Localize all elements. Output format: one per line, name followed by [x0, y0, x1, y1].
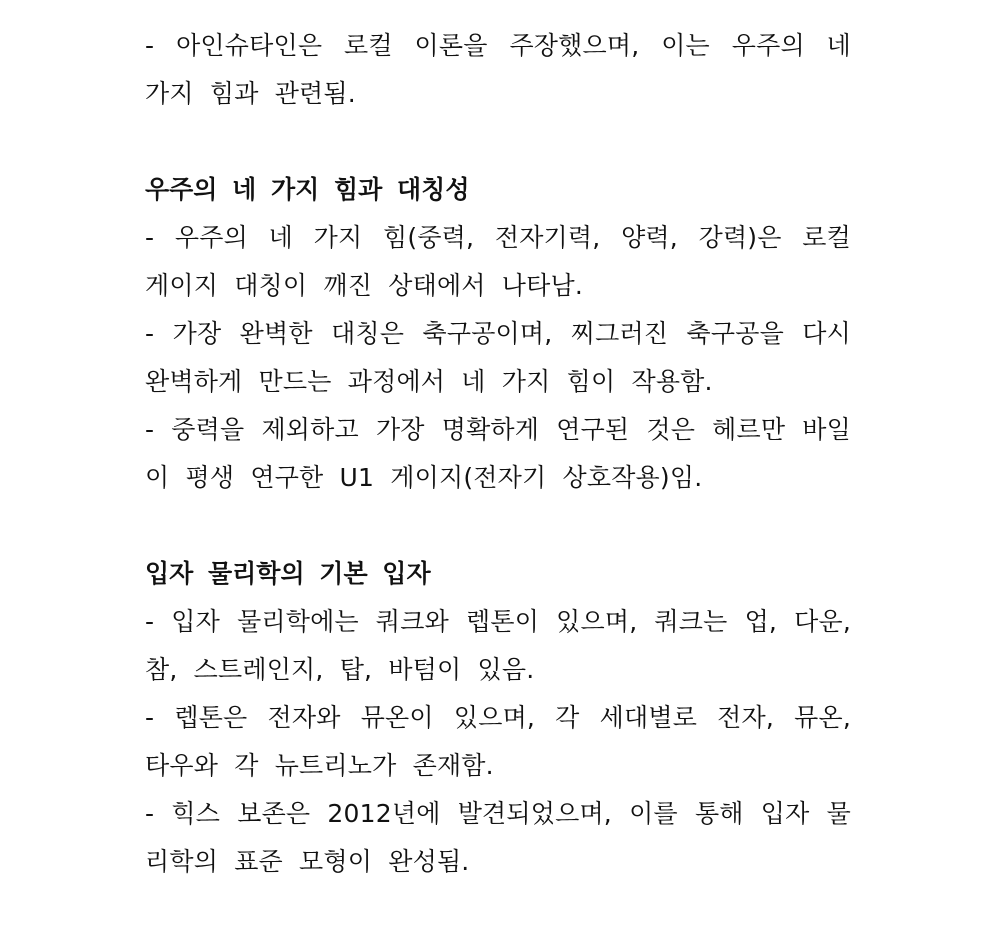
section-spacer: [145, 118, 851, 166]
document-body: [145, 22, 851, 886]
section-heading-four-forces: 우주의 네 가지 힘과 대칭성: [145, 175, 470, 204]
list-item: - 입자 물리학에는 쿼크와 렙톤이 있으며, 쿼크는 업, 다운, 참, 스트레인지, 탑, 바텀이 있음.: [145, 607, 851, 684]
list-item: - 가장 완벽한 대칭은 축구공이며, 찌그러진 축구공을 다시 완벽하게 만드는 과정에서 네 가지 힘이 작용함.: [145, 319, 851, 396]
list-item: - 중력을 제외하고 가장 명확하게 연구된 것은 헤르만 바일이 평생 연구한 U1 게이지(전자기 상호작용)임.: [145, 415, 851, 492]
section-heading-particles: 입자 물리학의 기본 입자: [145, 559, 431, 588]
list-item: - 힉스 보존은 2012년에 발견되었으며, 이를 통해 입자 물리학의 표준 모형이 완성됨.: [145, 799, 851, 876]
list-item: - 우주의 네 가지 힘(중력, 전자기력, 양력, 강력)은 로컬 게이지 대칭이 깨진 상태에서 나타남.: [145, 223, 851, 300]
intro-bullet: - 아인슈타인은 로컬 이론을 주장했으며, 이는 우주의 네 가지 힘과 관련됨.: [145, 31, 851, 108]
section-spacer: [145, 502, 851, 550]
list-item: - 렙톤은 전자와 뮤온이 있으며, 각 세대별로 전자, 뮤온, 타우와 각 뉴트리노가 존재함.: [145, 703, 851, 780]
